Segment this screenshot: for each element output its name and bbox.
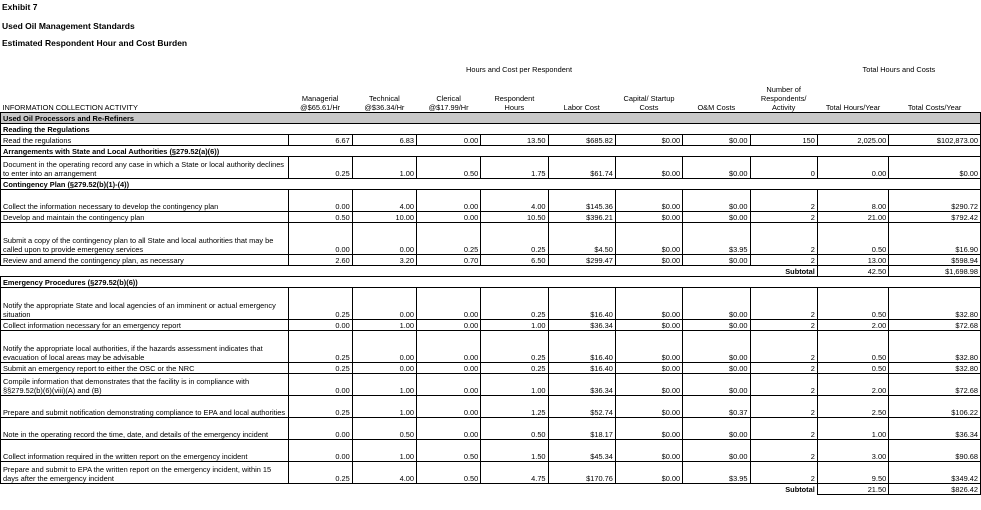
table-cell: 2 <box>750 462 817 484</box>
table-cell: 6.50 <box>481 255 548 266</box>
table-cell: 0.50 <box>352 418 416 440</box>
table-cell: 13.50 <box>481 135 548 146</box>
table-cell: 2.50 <box>817 396 888 418</box>
table-cell: 1.25 <box>481 396 548 418</box>
table-row <box>1 157 981 179</box>
table-cell: 0.25 <box>288 396 352 418</box>
table-row <box>1 190 981 212</box>
table-cell: 4.00 <box>481 190 548 212</box>
table-row <box>1 135 981 146</box>
table-row <box>1 418 981 440</box>
table-cell: 21.00 <box>817 212 888 223</box>
activity-description: Submit a copy of the contingency plan to all State and local authorities that may be called upon to provide emergency services <box>1 223 289 255</box>
col-header-capital: Capital/ Startup Costs <box>615 74 682 113</box>
table-cell: 0.00 <box>417 363 481 374</box>
activity-description: Read the regulations <box>1 135 289 146</box>
report-titles <box>2 2 187 48</box>
group-header-totals: Total Hours and Costs <box>862 65 936 74</box>
activity-description: Prepare and submit notification demonstrating compliance to EPA and local authorities <box>1 396 289 418</box>
table-cell: $0.00 <box>615 440 682 462</box>
table-row <box>1 288 981 320</box>
table-cell: 2 <box>750 255 817 266</box>
col-header-technical: Technical @$36.34/Hr <box>352 74 416 113</box>
table-cell: $685.82 <box>548 135 615 146</box>
table-cell: 2 <box>750 418 817 440</box>
table-cell: 0.00 <box>417 331 481 363</box>
table-cell: $0.00 <box>615 363 682 374</box>
section-title: Used Oil Processors and Re-Refiners <box>1 113 981 124</box>
table-cell: 0.25 <box>288 331 352 363</box>
table-cell: $0.00 <box>683 255 750 266</box>
table-cell: 0.50 <box>481 418 548 440</box>
table-cell: 0.25 <box>481 363 548 374</box>
table-row <box>1 396 981 418</box>
table-cell: $0.00 <box>615 223 682 255</box>
group-title: Arrangements with State and Local Authorities (§279.52(a)(6)) <box>1 146 981 157</box>
table-cell: 2.00 <box>817 320 888 331</box>
table-cell: 0.50 <box>417 157 481 179</box>
table-cell: 1.75 <box>481 157 548 179</box>
table-cell: $0.00 <box>615 288 682 320</box>
table-cell: 10.50 <box>481 212 548 223</box>
table-cell: $170.76 <box>548 462 615 484</box>
subtotal-row <box>1 266 981 277</box>
table-cell: $32.80 <box>889 363 981 374</box>
activity-description: Compile information that demonstrates that the facility is in compliance with §§279.52(b)(6)(viii)(A) and (B) <box>1 374 289 396</box>
table-cell: 2.60 <box>288 255 352 266</box>
table-cell: 0.25 <box>481 288 548 320</box>
table-cell: $0.00 <box>615 157 682 179</box>
table-cell: $299.47 <box>548 255 615 266</box>
group-header-row <box>1 124 981 135</box>
table-cell: $0.00 <box>683 157 750 179</box>
table-cell: $0.00 <box>683 135 750 146</box>
table-cell: $0.00 <box>615 331 682 363</box>
table-cell: 2 <box>750 320 817 331</box>
table-cell: $0.00 <box>615 374 682 396</box>
table-cell: 1.00 <box>352 440 416 462</box>
table-cell: $16.90 <box>889 223 981 255</box>
header-group-row <box>1 63 981 74</box>
activity-description: Collect information required in the written report on the emergency incident <box>1 440 289 462</box>
table-cell: 1.00 <box>481 374 548 396</box>
table-cell: $72.68 <box>889 374 981 396</box>
table-cell: $0.00 <box>615 462 682 484</box>
table-cell: 0.00 <box>288 223 352 255</box>
table-cell: $36.34 <box>548 374 615 396</box>
table-cell: 0.25 <box>288 288 352 320</box>
table-cell: 2 <box>750 374 817 396</box>
table-cell: 0.50 <box>417 440 481 462</box>
table-cell: $3.95 <box>683 462 750 484</box>
table-cell: $0.00 <box>615 396 682 418</box>
activity-description: Develop and maintain the contingency plan <box>1 212 289 223</box>
burden-table <box>0 63 981 495</box>
subtotal-hours: 21.50 <box>817 484 888 495</box>
col-header-respondents: Number of Respondents/ Activity <box>750 74 817 113</box>
table-cell: $36.34 <box>548 320 615 331</box>
table-cell: 0.50 <box>817 223 888 255</box>
table-cell: 9.50 <box>817 462 888 484</box>
table-cell: 2 <box>750 288 817 320</box>
exhibit-label: Exhibit 7 <box>2 2 38 12</box>
activity-description: Collect information necessary for an emergency report <box>1 320 289 331</box>
table-cell: 0.00 <box>817 157 888 179</box>
table-cell: 0.25 <box>288 363 352 374</box>
table-cell: 2 <box>750 363 817 374</box>
table-cell: 0.00 <box>288 418 352 440</box>
table-cell: 0.00 <box>417 320 481 331</box>
activity-description: Prepare and submit to EPA the written report on the emergency incident, within 15 days after the emergency incident <box>1 462 289 484</box>
table-row <box>1 223 981 255</box>
table-cell: $290.72 <box>889 190 981 212</box>
group-header-per-respondent: Hours and Cost per Respondent <box>466 65 573 74</box>
table-cell: 0.00 <box>288 190 352 212</box>
header-column-row <box>1 74 981 113</box>
activity-description: Notify the appropriate local authorities, if the hazards assessment indicates that evacuation of local areas may be advisable <box>1 331 289 363</box>
table-cell: 0.25 <box>417 223 481 255</box>
table-cell: 0.00 <box>352 288 416 320</box>
table-cell: 0.25 <box>288 157 352 179</box>
table-cell: $16.40 <box>548 331 615 363</box>
table-cell: $18.17 <box>548 418 615 440</box>
table-cell: 0.25 <box>481 223 548 255</box>
table-cell: $792.42 <box>889 212 981 223</box>
table-cell: 3.20 <box>352 255 416 266</box>
col-header-managerial: Managerial @$65.61/Hr <box>288 74 352 113</box>
table-cell: 0.00 <box>417 288 481 320</box>
table-cell: $32.80 <box>889 331 981 363</box>
table-cell: 0.70 <box>417 255 481 266</box>
table-cell: $0.00 <box>615 255 682 266</box>
section-header-row <box>1 113 981 124</box>
table-cell: $72.68 <box>889 320 981 331</box>
table-cell: 150 <box>750 135 817 146</box>
col-header-total-costs: Total Costs/Year <box>889 74 981 113</box>
table-cell: 10.00 <box>352 212 416 223</box>
table-cell: 1.00 <box>352 157 416 179</box>
table-row <box>1 440 981 462</box>
activity-description: Document in the operating record any case in which a State or local authority declines to enter into an arrangement <box>1 157 289 179</box>
table-cell: 3.00 <box>817 440 888 462</box>
table-cell: $52.74 <box>548 396 615 418</box>
table-cell: $32.80 <box>889 288 981 320</box>
col-header-activity: INFORMATION COLLECTION ACTIVITY <box>1 74 289 113</box>
col-header-total-hours: Total Hours/Year <box>817 74 888 113</box>
group-header-row <box>1 277 981 288</box>
group-header-row <box>1 179 981 190</box>
table-row <box>1 331 981 363</box>
table-cell: $0.00 <box>683 440 750 462</box>
col-header-labor-cost: Labor Cost <box>548 74 615 113</box>
activity-description: Notify the appropriate State and local agencies of an imminent or actual emergency situation <box>1 288 289 320</box>
subtotal-hours: 42.50 <box>817 266 888 277</box>
table-cell: $0.37 <box>683 396 750 418</box>
table-cell: 1.00 <box>817 418 888 440</box>
table-cell: 0.50 <box>288 212 352 223</box>
group-header-row <box>1 146 981 157</box>
table-cell: $61.74 <box>548 157 615 179</box>
table-cell: $45.34 <box>548 440 615 462</box>
subtotal-row <box>1 484 981 495</box>
table-cell: 0.50 <box>817 363 888 374</box>
table-cell: 0 <box>750 157 817 179</box>
table-cell: $106.22 <box>889 396 981 418</box>
subtotal-costs: $1,698.98 <box>889 266 981 277</box>
col-header-om: O&M Costs <box>683 74 750 113</box>
table-row <box>1 255 981 266</box>
table-cell: $0.00 <box>615 212 682 223</box>
table-cell: 2 <box>750 190 817 212</box>
table-cell: $90.68 <box>889 440 981 462</box>
table-cell: 1.00 <box>352 374 416 396</box>
table-row <box>1 462 981 484</box>
table-cell: $4.50 <box>548 223 615 255</box>
table-cell: 0.00 <box>352 223 416 255</box>
activity-description: Submit an emergency report to either the OSC or the NRC <box>1 363 289 374</box>
table-cell: 1.50 <box>481 440 548 462</box>
table-cell: $0.00 <box>683 418 750 440</box>
activity-description: Note in the operating record the time, date, and details of the emergency incident <box>1 418 289 440</box>
table-cell: $0.00 <box>683 331 750 363</box>
table-cell: 13.00 <box>817 255 888 266</box>
table-cell: $598.94 <box>889 255 981 266</box>
table-cell: $0.00 <box>683 212 750 223</box>
table-cell: 0.00 <box>352 331 416 363</box>
subtotal-label: Subtotal <box>750 484 817 495</box>
table-cell: 0.00 <box>288 374 352 396</box>
table-cell: $16.40 <box>548 288 615 320</box>
report-title: Used Oil Management Standards <box>2 21 135 31</box>
table-cell: 0.00 <box>352 363 416 374</box>
col-header-clerical: Clerical @$17.99/Hr <box>417 74 481 113</box>
table-cell: $102,873.00 <box>889 135 981 146</box>
table-cell: $0.00 <box>683 374 750 396</box>
col-header-respondent-hours: Respondent Hours <box>481 74 548 113</box>
table-cell: $0.00 <box>683 190 750 212</box>
activity-description: Review and amend the contingency plan, as necessary <box>1 255 289 266</box>
table-cell: 0.50 <box>417 462 481 484</box>
table-cell: 0.00 <box>417 418 481 440</box>
table-cell: $349.42 <box>889 462 981 484</box>
table-cell: 1.00 <box>352 320 416 331</box>
table-cell: 0.00 <box>288 320 352 331</box>
table-cell: 6.67 <box>288 135 352 146</box>
group-title: Reading the Regulations <box>1 124 981 135</box>
table-cell: 0.50 <box>817 288 888 320</box>
table-row <box>1 363 981 374</box>
group-title: Contingency Plan (§279.52(b)(1)-(4)) <box>1 179 981 190</box>
table-cell: $3.95 <box>683 223 750 255</box>
table-cell: $0.00 <box>683 288 750 320</box>
table-cell: $0.00 <box>615 190 682 212</box>
table-row <box>1 212 981 223</box>
subtotal-costs: $826.42 <box>889 484 981 495</box>
table-cell: $0.00 <box>889 157 981 179</box>
table-cell: 2 <box>750 396 817 418</box>
table-cell: 0.00 <box>417 374 481 396</box>
table-cell: 0.25 <box>288 462 352 484</box>
table-cell: $396.21 <box>548 212 615 223</box>
table-cell: $36.34 <box>889 418 981 440</box>
table-cell: 0.00 <box>417 190 481 212</box>
table-cell: 0.00 <box>417 135 481 146</box>
table-cell: $16.40 <box>548 363 615 374</box>
table-cell: $145.36 <box>548 190 615 212</box>
table-cell: 2,025.00 <box>817 135 888 146</box>
table-cell: 0.50 <box>817 331 888 363</box>
table-cell: 8.00 <box>817 190 888 212</box>
table-cell: 4.00 <box>352 462 416 484</box>
table-cell: $0.00 <box>615 135 682 146</box>
table-row <box>1 320 981 331</box>
table-cell: 2 <box>750 223 817 255</box>
table-cell: $0.00 <box>683 320 750 331</box>
group-title: Emergency Procedures (§279.52(b)(6)) <box>1 277 981 288</box>
table-body <box>1 113 981 495</box>
table-row <box>1 374 981 396</box>
table-cell: $0.00 <box>683 363 750 374</box>
table-cell: 4.75 <box>481 462 548 484</box>
table-cell: 4.00 <box>352 190 416 212</box>
table-cell: 0.00 <box>417 212 481 223</box>
table-cell: $0.00 <box>615 418 682 440</box>
table-cell: 2 <box>750 440 817 462</box>
table-cell: 2.00 <box>817 374 888 396</box>
table-cell: $0.00 <box>615 320 682 331</box>
table-cell: 0.00 <box>417 396 481 418</box>
table-cell: 1.00 <box>352 396 416 418</box>
table-cell: 0.25 <box>481 331 548 363</box>
report-subtitle: Estimated Respondent Hour and Cost Burden <box>2 38 188 48</box>
table-cell: 2 <box>750 212 817 223</box>
table-cell: 6.83 <box>352 135 416 146</box>
table-cell: 0.00 <box>288 440 352 462</box>
subtotal-label: Subtotal <box>750 266 817 277</box>
activity-description: Collect the information necessary to develop the contingency plan <box>1 190 289 212</box>
table-cell: 2 <box>750 331 817 363</box>
table-cell: 1.00 <box>481 320 548 331</box>
